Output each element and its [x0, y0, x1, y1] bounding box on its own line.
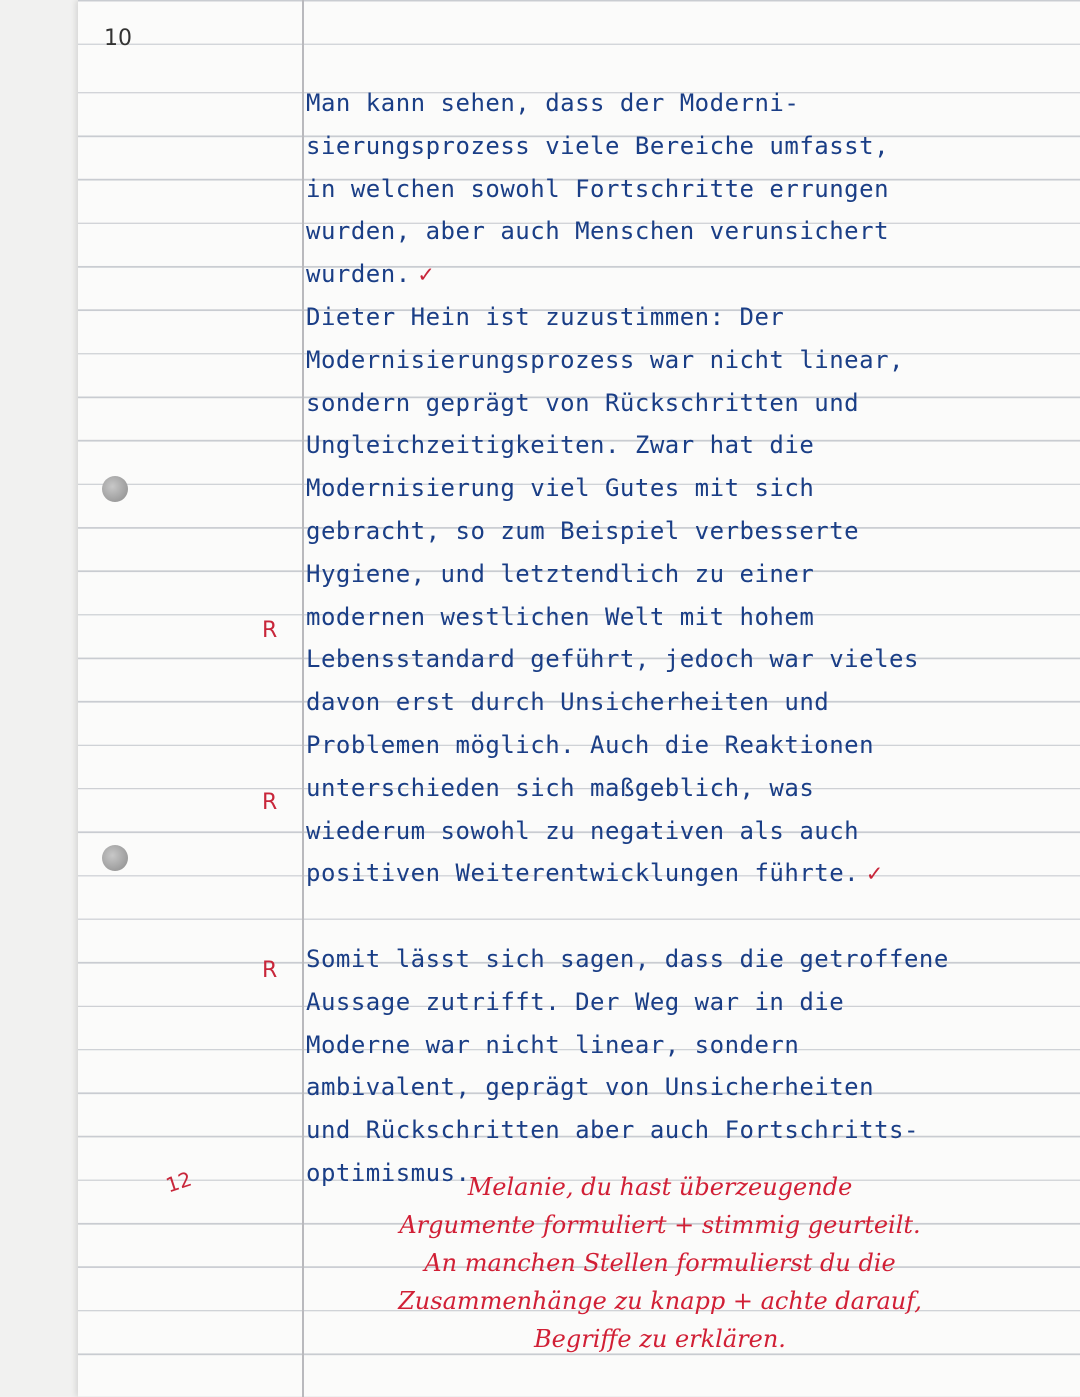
page-number: 10 — [104, 26, 132, 51]
text-line: positiven Weiterentwicklungen führte. — [306, 859, 860, 888]
text-line: Dieter Hein ist zuzustimmen: Der — [306, 302, 785, 331]
text-line: Aussage zutrifft. Der Weg war in die — [306, 987, 845, 1016]
comment-line: Zusammenhänge zu knapp + achte darauf, — [398, 1287, 922, 1315]
text-line: Somit lässt sich sagen, dass die getroffene — [306, 944, 949, 973]
text-line: gebracht, so zum Beispiel verbesserte — [306, 516, 860, 545]
comment-line: Argumente formuliert + stimmig geurteilt. — [399, 1211, 921, 1239]
text-line: Ungleichzeitigkeiten. Zwar hat die — [306, 431, 815, 460]
text-line: Hygiene, und letztendlich zu einer — [306, 559, 815, 588]
comment-line: Melanie, du hast überzeugende — [467, 1173, 853, 1201]
paragraph-1 — [306, 82, 986, 296]
margin-mark-r: R — [262, 790, 278, 815]
text-line: Man kann sehen, dass der Moderni- — [306, 89, 800, 117]
text-line: davon erst durch Unsicherheiten und — [306, 688, 830, 717]
score-mark: 12 — [162, 1166, 195, 1198]
text-line: Moderne war nicht linear, sondern — [306, 1030, 800, 1059]
margin-line — [302, 0, 304, 1397]
text-line: wiederum sowohl zu negativen als auch — [306, 816, 860, 845]
checkmark-icon: ✓ — [418, 260, 434, 289]
paragraph-3 — [306, 938, 986, 1195]
margin-mark-r: R — [262, 958, 278, 983]
text-line: ambivalent, geprägt von Unsicherheiten — [306, 1073, 875, 1102]
teacher-comment — [340, 1168, 980, 1358]
text-line: wurden, aber auch Menschen verunsichert — [306, 217, 890, 246]
punch-hole-icon — [102, 476, 128, 502]
margin-mark-r: R — [262, 618, 278, 643]
text-line: Lebensstandard geführt, jedoch war vieles — [306, 645, 919, 674]
text-line: wurden. — [306, 260, 411, 289]
text-line: modernen westlichen Welt mit hohem — [306, 602, 815, 631]
text-line: sierungsprozess viele Bereiche umfasst, — [306, 131, 890, 160]
essay-text — [306, 82, 986, 1195]
comment-line: An manchen Stellen formulierst du die — [424, 1249, 896, 1277]
checkmark-icon: ✓ — [867, 859, 883, 888]
text-line: unterschieden sich maßgeblich, was — [306, 773, 815, 802]
text-line: Modernisierungsprozess war nicht linear, — [306, 345, 904, 374]
text-line: in welchen sowohl Fortschritte errungen — [306, 174, 890, 203]
text-line: optimismus. — [306, 1158, 471, 1187]
text-line: Modernisierung viel Gutes mit sich — [306, 474, 815, 503]
text-line: sondern geprägt von Rückschritten und — [306, 388, 860, 417]
text-line: Problemen möglich. Auch die Reaktionen — [306, 730, 875, 759]
paragraph-2 — [306, 296, 986, 895]
comment-line: Begriffe zu erklären. — [534, 1325, 786, 1353]
text-line: und Rückschritten aber auch Fortschritts- — [306, 1116, 919, 1145]
punch-hole-icon — [102, 845, 128, 871]
